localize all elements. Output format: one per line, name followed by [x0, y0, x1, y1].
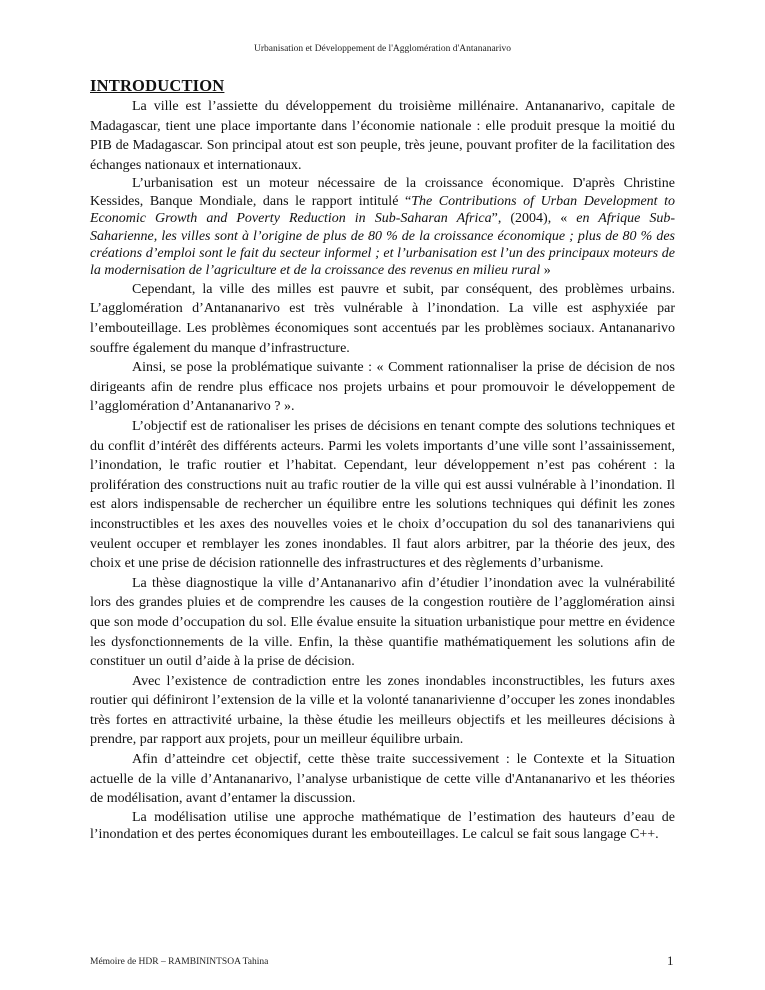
paragraph-6: La thèse diagnostique la ville d’Antananarivo afin d’étudier l’inondation avec la vulnérabilité lors des grandes pluies et de comprendre les causes de la congestion routière de l’agglomération ainsi que son mode d’occupation du sol. Elle évalue ensuite la situation urbanistique pour mettre en évidence les dysfonctionnements de la ville. Enfin, la thèse quantifie mathématiquement les solutions afin de constituer un outil d’aide à la prise de décision.: [90, 575, 675, 670]
paragraph-1: La ville est l’assiette du développement du troisième millénaire. Antananarivo, capitale de Madagascar, tient une place importante dans l’économie nationale : elle produit presque la moitié du PIB de Madagascar. Son principal atout est son peuple, très jeune, pouvant profiter de la facilitation des échanges nationaux et internationaux.: [90, 99, 675, 173]
kessides-quote: en Afrique Sub-Saharienne, les villes sont à l’origine de plus de 80 % de la croissance économique ; plus de 80 % des créations d’emploi sont le fait du secteur informel ; et l’urbanisation est l’un des principaux moteurs de la modernisation de l’agriculture et de la croissance des revenus en milieu rural: [90, 211, 676, 279]
paragraph-5: L’objectif est de rationaliser les prises de décisions en tenant compte des solutions techniques et du conflit d’intérêt des différents acteurs. Parmi les volets importants d’une ville sont l’assainissement, l’inondation, le trafic routier et l’habitat. Cependant, leur développement n’est pas cohérent : la prolifération des constructions nuit au trafic routier de la ville qui est aussi vulnérable à l’inondation. Il est alors indispensable de rechercher un équilibre entre les solutions techniques qui définit les zones inconstructibles et les axes des nouvelles voies et le choix d’occupation du sol des tananariviens qui veulent occuper et remblayer les zones inondables. Il faut alors arbitrer, par la théorie des jeux, des choix et une prise de décision rationnelle des infrastructures et des règlements d’urbanisme.: [90, 418, 675, 572]
paragraph-9: La modélisation utilise une approche mathématique de l’estimation des hauteurs d’eau de l’inondation et des pertes économiques durant les embouteillages. Le calcul se fait sous langage C++.: [90, 809, 675, 843]
paragraph-2-mid: ”, (2004), «: [491, 211, 577, 227]
paragraph-3: Cependant, la ville des milles est pauvre et subit, par conséquent, des problèmes urbains. L’agglomération d’Antananarivo est très vulnérable à l’inondation. La ville est asphyxiée par l’embouteillage. Les problèmes économiques sont accentués par les problèmes sociaux. Antananarivo souffre également du manque d’infrastructure.: [90, 281, 675, 356]
main-content: [90, 76, 675, 844]
running-header: Urbanisation et Développement de l'Agglomération d'Antananarivo: [254, 44, 511, 54]
paragraph-8: Afin d’atteindre cet objectif, cette thèse traite successivement : le Contexte et la Situation actuelle de la ville d’Antananarivo, l’analyse urbanistique de cette ville d'Antananarivo et les théories de modélisation, avant d’entamer la discussion.: [90, 752, 675, 807]
paragraph-4: Ainsi, se pose la problématique suivante : « Comment rationnaliser la prise de décision de nos dirigeants afin de rendre plus efficace nos projets urbains et pour promouvoir le développement de l’agglomération d’Antananarivo ? ».: [90, 360, 675, 415]
footer-author: Mémoire de HDR – RAMBININTSOA Tahina: [90, 957, 269, 967]
paragraph-2: [90, 175, 675, 279]
report-title: The Contributions of Urban Development to Economic Growth and Poverty Reduction in Sub-Saharan Africa: [90, 193, 675, 227]
paragraph-2-lead: L’urbanisation est un moteur nécessaire de la croissance économique. D'après Christine Kessides, Banque Mondiale, dans le rapport intitulé “: [90, 176, 675, 209]
paragraph-2-tail: »: [540, 263, 551, 279]
page-number: 1: [667, 953, 674, 968]
paragraph-7: Avec l’existence de contradiction entre les zones inondables inconstructibles, les futurs axes routier qui définiront l’extension de la ville et la volonté tananarivienne d’occuper les zones inondables très fortes en attractivité urbaine, la thèse étudie les meilleurs objectifs et les meilleures décisions à prendre, par rapport aux projets, pour un meilleur équilibre urbain.: [90, 673, 675, 748]
section-title: INTRODUCTION: [90, 76, 225, 95]
